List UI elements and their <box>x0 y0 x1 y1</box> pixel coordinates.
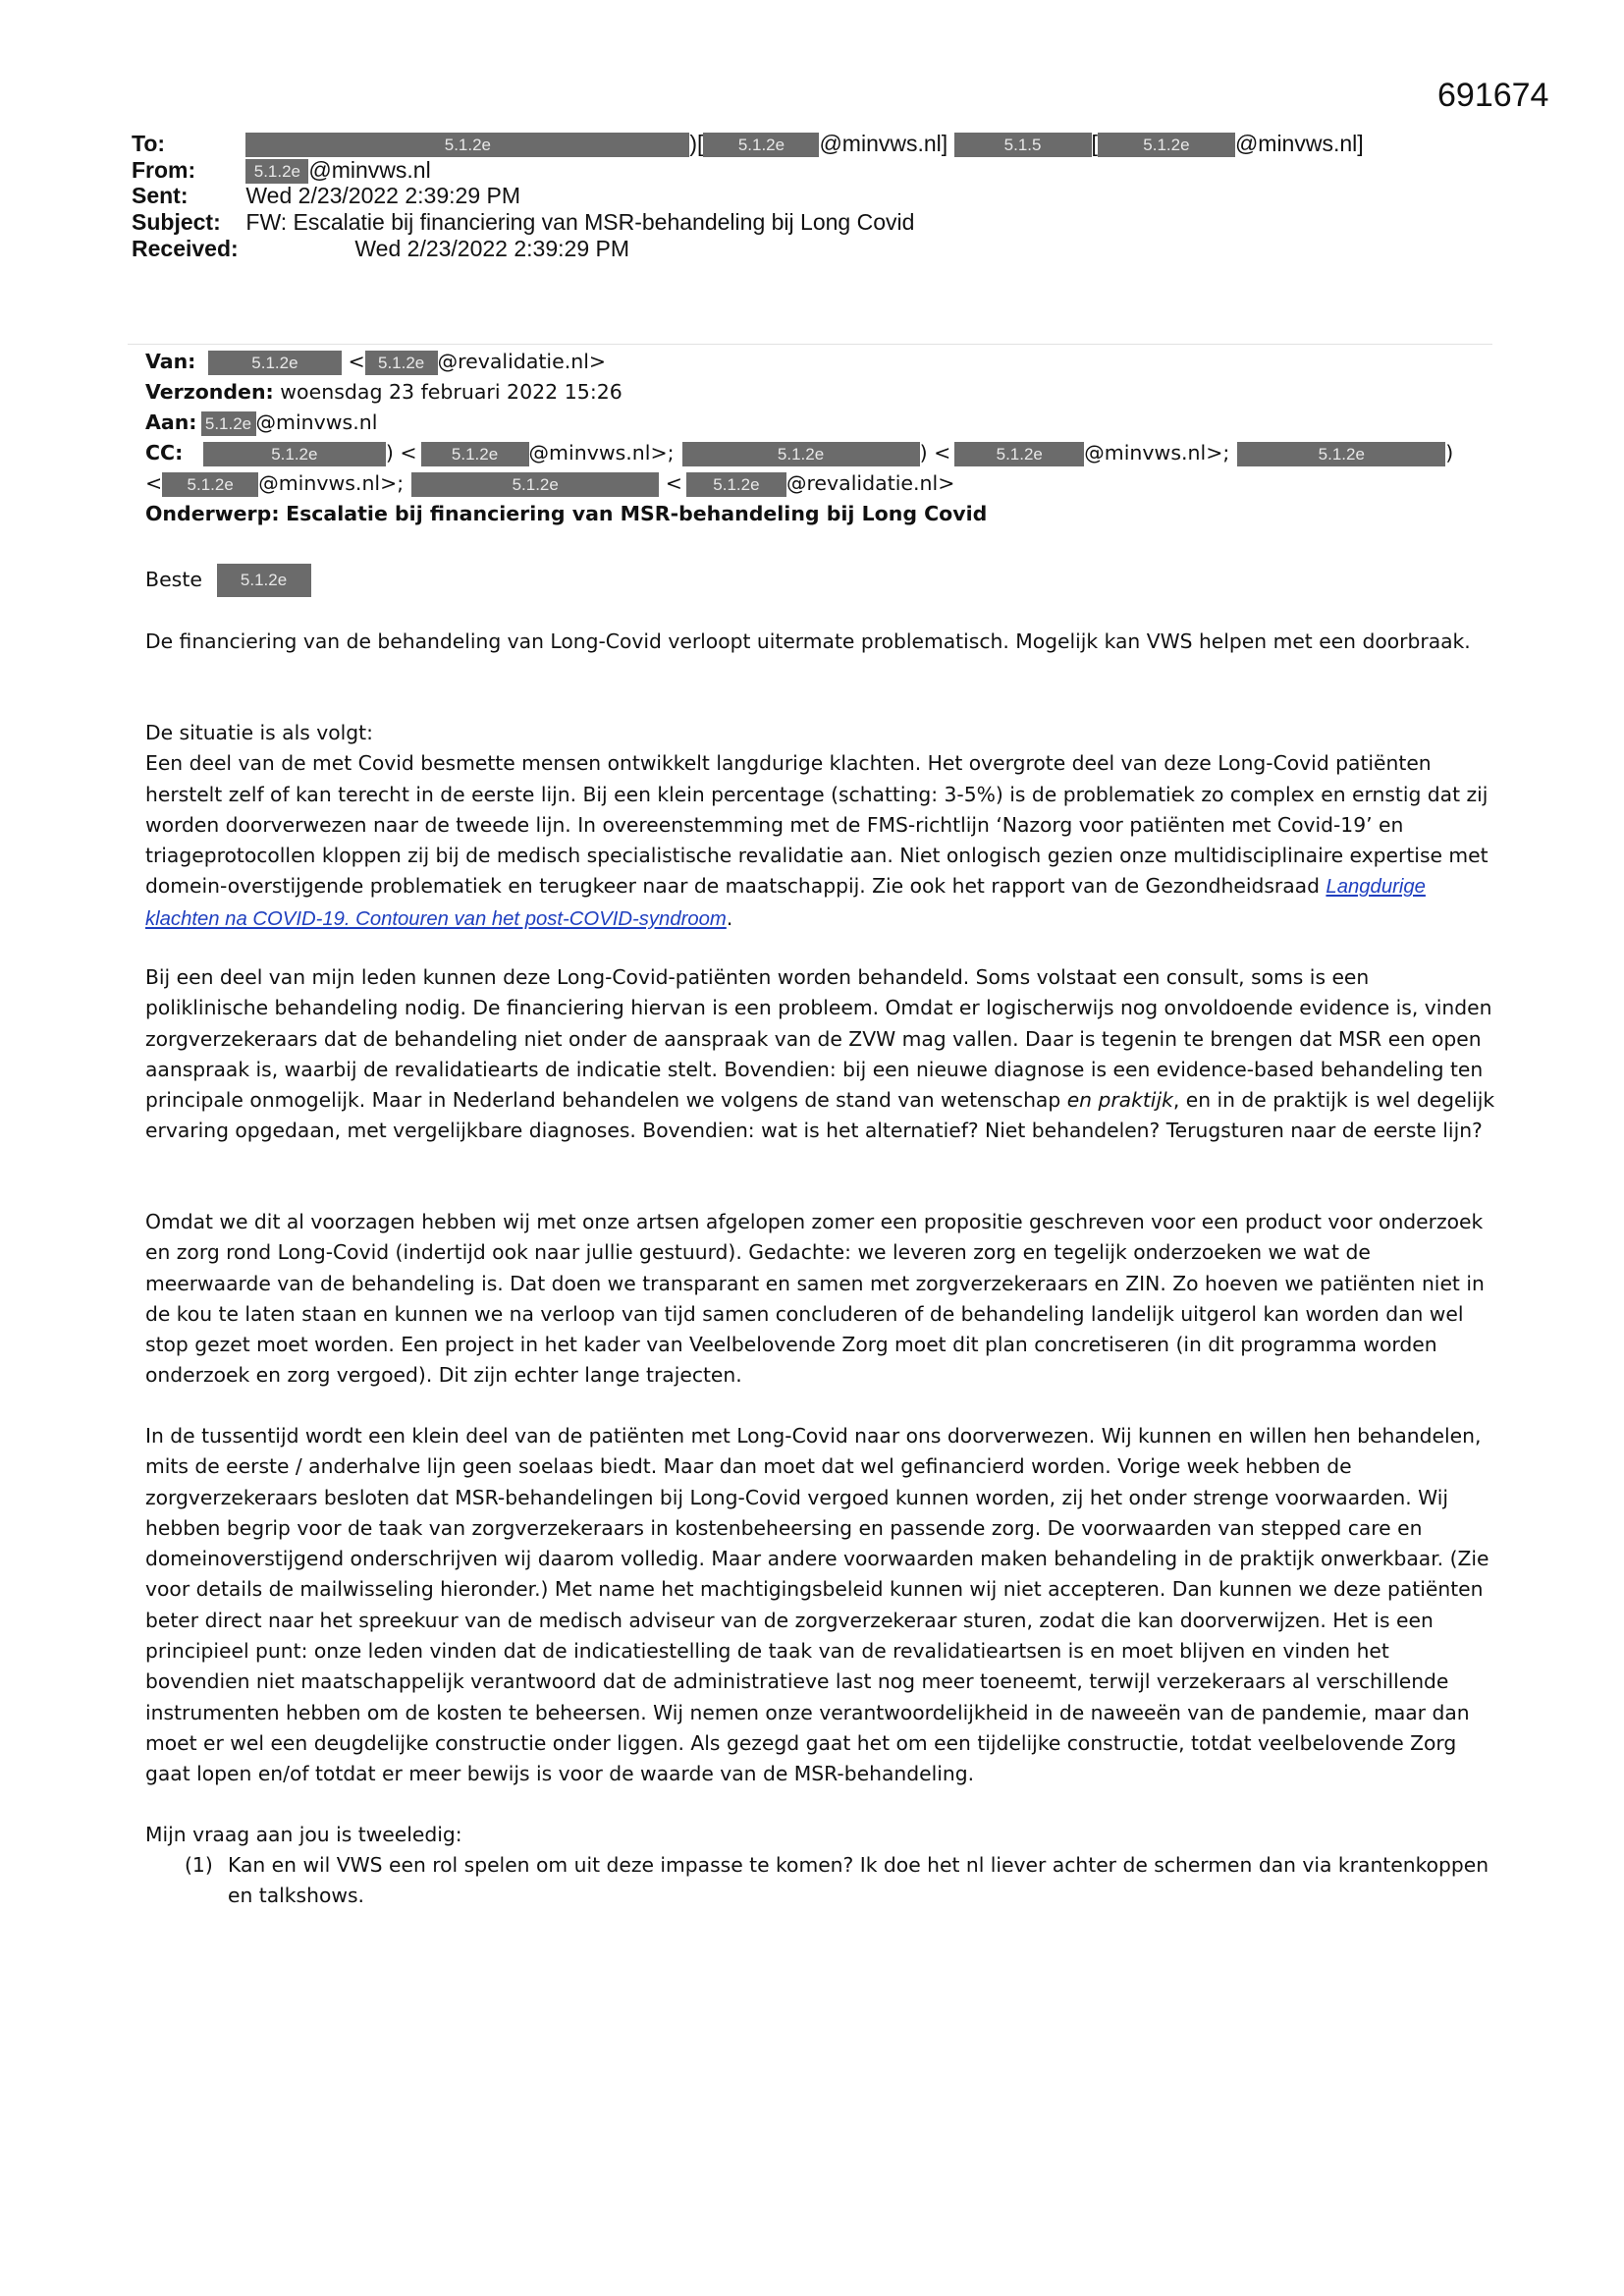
from-label: From: <box>132 157 196 183</box>
body-paragraph-1 <box>145 627 1495 657</box>
header-divider <box>128 344 1492 345</box>
outer-to-row <box>132 131 1364 157</box>
verzonden-value: woensdag 23 februari 2022 15:26 <box>280 380 623 404</box>
redaction-box: 5.1.2e <box>682 442 920 466</box>
redaction-box: 5.1.2e <box>245 159 308 184</box>
sent-value: Wed 2/23/2022 2:39:29 PM <box>245 183 520 208</box>
redaction-box: 5.1.2e <box>703 133 819 157</box>
aan-label: Aan: <box>145 410 197 434</box>
paragraph-text: In de tussentijd wordt een klein deel van de patiënten met Long-Covid naar ons doorverwezen. Wij kunnen en willen hen behandelen, mits de eerste / anderhalve lijn geen soelaas biedt. Maar dan moet dat wel gefinancierd worden. Vorige week hebben de zorgverzekeraars besloten dat MSR-behandelingen bij Long-Covid vergoed kunnen worden, zij het onder strenge voorwaarden. Wij hebben begrip voor de taak van zorgverzekeraars in kostenbeheersing en passende zorg. De voorwaarden van stepped care en domeinoverstijgend onderschrijven wij daarom volledig. Maar andere voorwaarden maken behandeling in de praktijk onwerkbaar. (Zie voor details de mailwisseling hieronder.) Met name het machtigingsbeleid kunnen wij niet accepteren. Dan kunnen we deze patiënten beter direct naar het spreekuur van de medisch adviseur van de zorgverzekeraar sturen, zodat die kan doorverwijzen. Het is een principieel punt: onze leden vinden dat de indicatiestelling de taak van de revalidatieartsen is en moet blijven en vinden het bovendien niet maatschappelijk verantwoord dat de administratieve last nog meer toeneemt, terwijl verzekeraars al verschillende instrumenten hebben om de kosten te beheersen. Wij nemen onze verantwoordelijkheid in de naweeën van de pandemie, maar dan moet er wel een deugdelijke constructie onder liggen. Als gezegd gaat het om een tijdelijke constructie, totdat veelbelovende Zorg gaat lopen en/of totdat er meer bewijs is voor de waarde van de MSR-behandeling. <box>145 1424 1489 1786</box>
cc-separator: ) < <box>385 441 417 465</box>
to-domain: @minvws.nl] <box>1234 131 1364 156</box>
aan-domain: @minvws.nl <box>255 410 378 434</box>
redaction-box: 5.1.2e <box>201 411 256 436</box>
subject-value: FW: Escalatie bij financiering van MSR-behandeling bij Long Covid <box>245 209 915 235</box>
cc-label: CC: <box>145 441 184 465</box>
paragraph-text: , en in de praktijk is wel degelijk ervaring opgedaan, met vergelijkbare diagnoses. Bovendien: wat is het alternatief? Niet behandelen? Terugsturen naar de eerste lijn? <box>145 1088 1495 1143</box>
cc-lt: < <box>665 471 682 495</box>
salutation-text: Beste <box>145 568 203 591</box>
body-paragraph-4 <box>145 1207 1495 1392</box>
redaction-box: 5.1.2e <box>1098 133 1235 157</box>
van-domain: @revalidatie.nl> <box>437 350 607 373</box>
body-paragraph-6 <box>145 1820 1495 1850</box>
cc-close: ) <box>1445 441 1454 465</box>
outer-subject-row <box>132 209 914 236</box>
van-label: Van: <box>145 350 196 373</box>
redaction-box: 5.1.5 <box>954 133 1092 157</box>
onderwerp-row <box>145 499 987 529</box>
body-paragraph-5 <box>145 1421 1495 1790</box>
redaction-box: 5.1.2e <box>686 472 786 497</box>
cc-domain: @minvws.nl>; <box>258 471 405 495</box>
salutation <box>145 564 311 597</box>
paragraph-text: Mijn vraag aan jou is tweeledig: <box>145 1823 462 1846</box>
cc-domain: @revalidatie.nl> <box>785 471 955 495</box>
report-link[interactable]: Langdurige klachten na COVID-19. Contouren van het post-COVID-syndroom <box>145 876 1426 930</box>
paragraph-text: Bij een deel van mijn leden kunnen deze Long-Covid-patiënten worden behandeld. Soms volstaat een consult, soms is een poliklinische behandeling nodig. De financiering hiervan is een probleem. Omdat er logischerwijs nog onvoldoende evidence is, vinden zorgverzekeraars dat de behandeling niet onder de aanspraak van de ZVW mag vallen. Daar is tegenin te brengen dat MSR een open aanspraak is, waarbij de revalidatiearts de indicatie stelt. Bovendien: bij een nieuwe diagnose is een evidence-based behandeling ten principale onmogelijk. Maar in Nederland behandelen we volgens de stand van wetenschap <box>145 965 1492 1113</box>
from-domain: @minvws.nl <box>308 157 431 183</box>
paragraph-3-content <box>145 962 1495 1147</box>
redaction-box: 5.1.2e <box>365 351 438 375</box>
outer-sent-row <box>132 183 520 209</box>
cc-domain: @minvws.nl>; <box>1084 441 1230 465</box>
cc-separator: ) < <box>919 441 951 465</box>
subject-label: Subject: <box>132 209 221 235</box>
received-value: Wed 2/23/2022 2:39:29 PM <box>354 236 629 261</box>
cc-row-2 <box>145 468 954 499</box>
to-label: To: <box>132 131 166 156</box>
to-domain: @minvws.nl] <box>819 131 948 156</box>
onderwerp-value: Escalatie bij financiering van MSR-behandeling bij Long Covid <box>286 502 988 525</box>
van-row <box>145 347 606 377</box>
cc-domain: @minvws.nl>; <box>528 441 675 465</box>
body-paragraph-3 <box>145 962 1495 1147</box>
paragraph-text: De financiering van de behandeling van Long-Covid verloopt uitermate problematisch. Mogelijk kan VWS helpen met een doorbraak. <box>145 629 1471 653</box>
list-item-text: Kan en wil VWS een rol spelen om uit deze impasse te komen? Ik doe het nl liever achter de schermen dan via krantenkoppen en talkshows. <box>228 1853 1489 1908</box>
redaction-box: 5.1.2e <box>162 472 258 497</box>
redaction-box: 5.1.2e <box>1237 442 1445 466</box>
van-lt: < <box>348 350 365 373</box>
redaction-box: 5.1.2e <box>217 564 311 597</box>
received-label: Received: <box>132 236 239 261</box>
outer-received-row <box>132 236 629 262</box>
outer-from-row <box>132 157 431 184</box>
paragraph-text: Een deel van de met Covid besmette mensen ontwikkelt langdurige klachten. Het overgrote deel van deze Long-Covid patiënten herstelt zelf of kan terecht in de eerste lijn. Bij een klein percentage (schatting: 3-5%) is de problematiek zo complex en ernstig dat zij worden doorverwezen naar de tweede lijn. In overeenstemming met de FMS-richtlijn ‘Nazorg voor patiënten met Covid-19’ en triageprotocollen kloppen zij bij de medisch specialistische revalidatie aan. Niet onlogisch gezien onze multidisciplinaire expertise met domein-overstijgende problematiek en terugkeer naar de maatschappij. Zie ook het rapport van de Gezondheidsraad <box>145 751 1489 899</box>
redaction-box: 5.1.2e <box>411 472 659 497</box>
aan-row <box>145 408 377 438</box>
paragraph-2-content <box>145 748 1495 935</box>
to-separator: )[ <box>689 131 704 156</box>
redaction-box: 5.1.2e <box>421 442 529 466</box>
cc-row-1 <box>145 438 1453 468</box>
document-number: 691674 <box>1437 77 1549 114</box>
onderwerp-label: Onderwerp: <box>145 502 280 525</box>
list-number: (1) <box>185 1853 213 1877</box>
verzonden-label: Verzonden: <box>145 380 274 404</box>
emphasis-text: en praktijk <box>1066 1088 1173 1113</box>
verzonden-row <box>145 377 623 408</box>
to-separator: [ <box>1091 131 1098 156</box>
sent-label: Sent: <box>132 183 189 208</box>
redaction-box: 5.1.2e <box>203 442 386 466</box>
paragraph-end: . <box>726 905 733 930</box>
question-list-item-1 <box>185 1850 1495 1912</box>
body-paragraph-2 <box>145 718 1495 935</box>
paragraph-intro: De situatie is als volgt: <box>145 721 373 744</box>
redaction-box: 5.1.2e <box>954 442 1084 466</box>
cc-lt: < <box>145 471 163 495</box>
redaction-box: 5.1.2e <box>245 133 689 157</box>
redaction-box: 5.1.2e <box>208 351 342 375</box>
paragraph-text: Omdat we dit al voorzagen hebben wij met onze artsen afgelopen zomer een propositie geschreven voor een product voor onderzoek en zorg rond Long-Covid (indertijd ook naar jullie gestuurd). Gedachte: we leveren zorg en tegelijk onderzoeken we wat de meerwaarde van de behandeling is. Dat doen we transparant en samen met zorgverzekeraars en ZIN. Zo hoeven we patiënten niet in de kou te laten staan en kunnen we na verloop van tijd samen concluderen of de behandeling landelijk uitgerol kan worden dan wel stop gezet moet worden. Een project in het kader van Veelbelovende Zorg moet dit plan concretiseren (in dit programma worden onderzoek en zorg vergoed). Dit zijn echter lange trajecten. <box>145 1210 1485 1388</box>
